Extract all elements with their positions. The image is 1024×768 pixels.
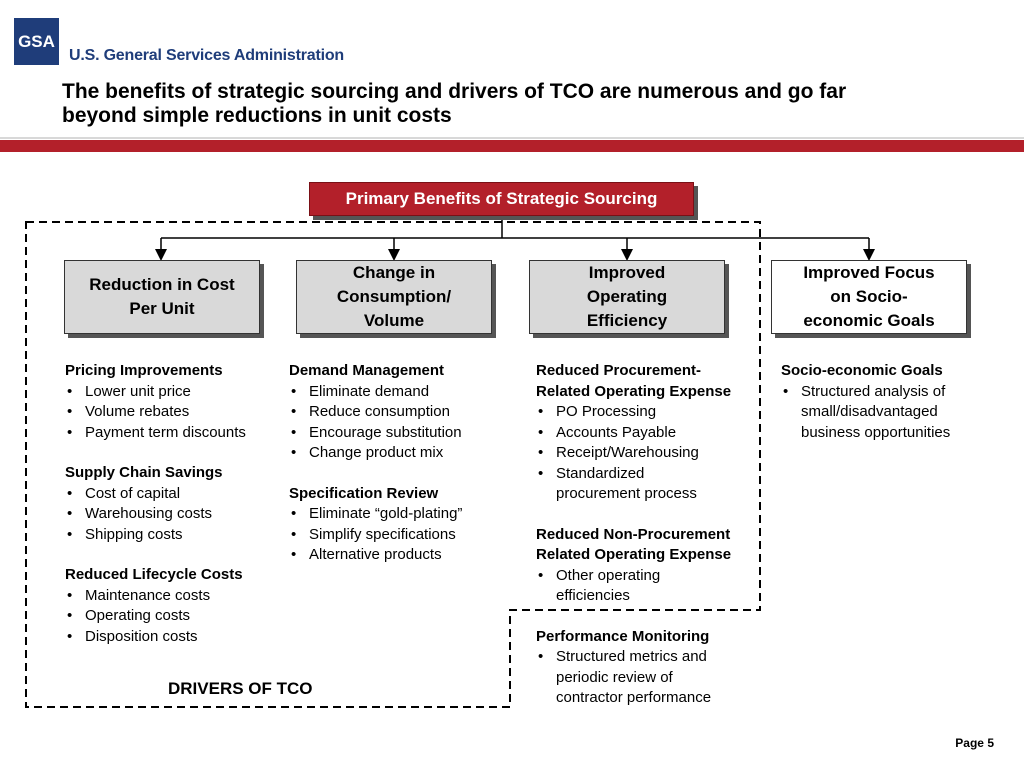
list-item: • Operating costs (65, 606, 246, 627)
list-item: • Eliminate demand (289, 382, 462, 403)
list-item: • Accounts Payable (536, 423, 761, 444)
list-item: • Disposition costs (65, 627, 246, 648)
column-operating-efficiency (536, 361, 761, 709)
title-line-2: beyond simple reductions in unit costs (62, 104, 452, 127)
section-heading: Related Operating Expense (536, 546, 732, 563)
agency-name: U.S. General Services Administration (69, 47, 344, 64)
list-item: • Maintenance costs (65, 586, 246, 607)
list-item: • Receipt/Warehousing (536, 443, 761, 464)
page-number: Page 5 (955, 736, 994, 750)
gsa-logo: GSA (14, 18, 59, 65)
list-item: • Other operating (536, 566, 761, 587)
list-item: • Shipping costs (65, 525, 246, 546)
category-label: economic Goals (803, 311, 935, 330)
category-label: Operating (586, 287, 668, 306)
list-item: • Warehousing costs (65, 504, 246, 525)
category-label: Efficiency (586, 311, 668, 330)
section-heading: Demand Management (289, 362, 445, 379)
category-operating-efficiency (529, 260, 725, 334)
primary-benefits-box: Primary Benefits of Strategic Sourcing (309, 182, 694, 216)
list-item: • Payment term discounts (65, 423, 246, 444)
list-item: • Structured metrics and (536, 647, 761, 668)
category-label: Per Unit (129, 299, 195, 318)
column-socio-economic (781, 361, 950, 443)
column-consumption (289, 361, 462, 566)
list-item-continued: business opportunities (801, 423, 951, 441)
category-label: Improved (588, 263, 666, 282)
section-heading: Socio-economic Goals (781, 362, 943, 379)
column-cost-reduction (65, 361, 246, 647)
category-label: on Socio- (830, 287, 908, 306)
list-item: • Simplify specifications (289, 525, 462, 546)
title-line-1: The benefits of strategic sourcing and drivers of TCO are numerous and go far (62, 80, 847, 103)
section-heading: Reduced Non-Procurement (536, 525, 731, 543)
category-label: Improved Focus (803, 263, 935, 282)
list-item: • PO Processing (536, 402, 761, 423)
list-item-continued: periodic review of (556, 668, 673, 686)
category-label: Reduction in Cost (89, 275, 235, 294)
section-heading: Supply Chain Savings (65, 464, 223, 481)
list-item-continued: efficiencies (556, 587, 630, 604)
section-heading: Performance Monitoring (536, 627, 710, 645)
category-consumption (296, 260, 492, 334)
list-item: • Reduce consumption (289, 402, 462, 423)
list-item: • Cost of capital (65, 484, 246, 505)
section-heading: Related Operating Expense (536, 382, 732, 400)
list-item-continued: small/disadvantaged (801, 403, 938, 420)
category-label: Volume (363, 311, 425, 330)
category-label: Consumption/ (336, 287, 452, 306)
category-socio-economic (771, 260, 967, 334)
category-cost-reduction (64, 260, 260, 334)
section-heading: Specification Review (289, 484, 439, 502)
list-item: • Change product mix (289, 443, 462, 464)
list-item: • Standardized (536, 464, 761, 485)
section-heading: Pricing Improvements (65, 362, 223, 379)
section-heading: Reduced Lifecycle Costs (65, 566, 243, 583)
list-item-continued: contractor performance (556, 689, 712, 706)
list-item: • Alternative products (289, 545, 462, 566)
list-item: • Encourage substitution (289, 423, 462, 444)
drivers-of-tco-label: DRIVERS OF TCO (168, 679, 313, 698)
list-item: • Structured analysis of (781, 382, 950, 403)
category-label: Change in (352, 263, 436, 282)
list-item: • Eliminate “gold-plating” (289, 504, 462, 525)
list-item-continued: procurement process (556, 485, 697, 502)
section-heading: Reduced Procurement- (536, 362, 702, 379)
list-item: • Volume rebates (65, 402, 246, 423)
list-item: • Lower unit price (65, 382, 246, 403)
